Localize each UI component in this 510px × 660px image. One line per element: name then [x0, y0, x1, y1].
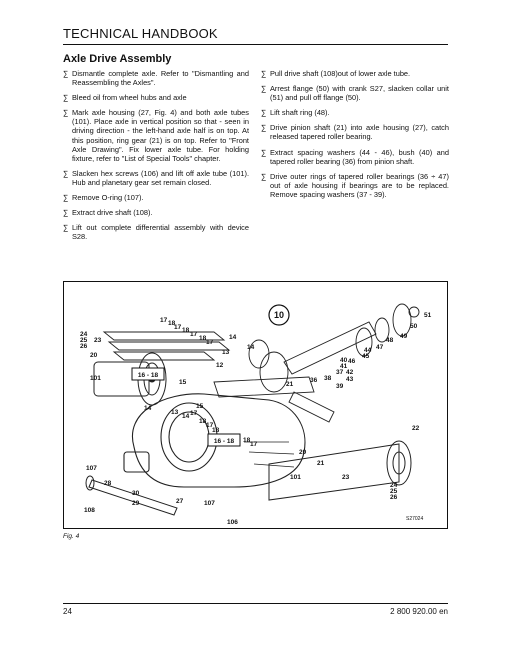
step-item — [261, 148, 449, 166]
callout-label: 23 — [94, 337, 102, 344]
callout-label: 14 — [144, 405, 152, 412]
footer-divider — [63, 603, 448, 604]
callout-label: 38 — [324, 375, 332, 382]
bullet-symbol: ∑ — [261, 123, 267, 133]
callout-label: 30 — [132, 490, 140, 497]
callout-label: 18 — [168, 320, 176, 327]
bullet-symbol: ∑ — [63, 93, 69, 103]
callout-label: 17 — [206, 339, 214, 346]
step-text: Mark axle housing (27, Fig. 4) and both axle tubes (101). Place axle in vertical position so that - seen in driving direction - the left-hand axle half is on top. At this position, ring gear (21) is on top. Refer to "Front Axle Drawing". Fix lower axle tube. For holding fixture, refer to "List of Special Tools" chapter. — [72, 108, 249, 163]
callout-label: 17 — [174, 324, 182, 331]
callout-label: 17 — [190, 410, 198, 417]
section-title: Axle Drive Assembly — [63, 53, 172, 65]
step-text: Drive outer rings of tapered roller bearings (36 ÷ 47) out of axle housing if bearings are to be replaced. Remove spacing washers (37 - 39). — [270, 171, 449, 199]
step-item — [63, 193, 249, 202]
axle-exploded-view — [64, 282, 447, 528]
step-item — [261, 108, 449, 117]
callout-label: 27 — [176, 498, 184, 505]
callout-label: 107 — [86, 465, 97, 472]
callout-label: 50 — [410, 323, 418, 330]
callout-label: 18 — [212, 427, 220, 434]
callout-label: 23 — [342, 474, 350, 481]
callout-label: 101 — [90, 375, 101, 382]
callout-label: 18 — [199, 335, 207, 342]
step-item — [261, 84, 449, 102]
step-text: Lift out complete differential assembly with device S28. — [72, 223, 249, 242]
callout-label: 24 — [80, 331, 88, 338]
step-text: Extract spacing washers (44 - 46), bush (40) and tapered roller bearing (36) from pinion shaft. — [270, 147, 449, 166]
callout-label: 26 — [80, 343, 88, 350]
callout-label: 107 — [204, 500, 215, 507]
callout-label: 45 — [362, 353, 370, 360]
callout-label: 25 — [80, 337, 88, 344]
callout-label: 51 — [424, 312, 432, 319]
callout-label: 101 — [290, 474, 301, 481]
callout-label: 13 — [222, 349, 230, 356]
document-number: 2 800 920.00 en — [390, 607, 448, 616]
bullet-symbol: ∑ — [63, 168, 69, 178]
callout-label: 15 — [196, 403, 204, 410]
callout-label: 24 — [390, 482, 398, 489]
callout-label: 20 — [299, 449, 307, 456]
bullet-symbol: ∑ — [261, 84, 267, 94]
bullet-symbol: ∑ — [261, 171, 267, 181]
callout-label: 49 — [400, 333, 408, 340]
callout-label: 18 — [199, 418, 207, 425]
bullet-symbol: ∑ — [63, 108, 69, 118]
bullet-symbol: ∑ — [63, 69, 69, 78]
bullet-symbol: ∑ — [261, 147, 267, 157]
callout-label: 39 — [336, 383, 344, 390]
callout-label: 14 — [247, 344, 255, 351]
callout-label: 21 — [286, 381, 294, 388]
callout-label: 26 — [390, 494, 398, 501]
bullet-symbol: ∑ — [261, 108, 267, 118]
callout-label: 17 — [206, 422, 214, 429]
callout-label: 36 — [310, 377, 318, 384]
callout-label: 21 — [317, 460, 325, 467]
callout-label: 18 — [182, 327, 190, 334]
callout-label: 48 — [386, 337, 394, 344]
callout-label: 16 - 18 — [213, 438, 235, 445]
callout-label: 25 — [390, 488, 398, 495]
callout-label: 28 — [104, 480, 112, 487]
figure-caption: Fig. 4 — [63, 533, 80, 540]
callout-label: 47 — [376, 344, 384, 351]
callout-label: 29 — [132, 500, 140, 507]
callout-label: 43 — [346, 376, 354, 383]
step-text: Pull drive shaft (108)out of lower axle tube. — [270, 69, 411, 78]
callout-label: 42 — [346, 369, 354, 376]
steps-left-column — [63, 69, 249, 247]
step-text: Extract drive shaft (108). — [72, 208, 153, 218]
callout-label: 14 — [182, 413, 190, 420]
step-item — [63, 69, 249, 87]
callout-label: 16 - 18 — [137, 372, 159, 379]
step-item — [63, 223, 249, 241]
step-item — [63, 169, 249, 187]
page-number: 24 — [63, 607, 72, 616]
callout-label: 20 — [90, 352, 98, 359]
step-item — [261, 172, 449, 199]
bullet-symbol: ∑ — [63, 223, 69, 233]
callout-label: 17 — [160, 317, 168, 324]
steps-right-column — [261, 69, 449, 205]
header-title: TECHNICAL HANDBOOK — [63, 26, 218, 41]
callout-label: 108 — [84, 507, 95, 514]
header-divider — [63, 44, 448, 45]
drawing-code: S27024 — [406, 516, 424, 522]
bullet-symbol: ∑ — [63, 208, 69, 218]
callout-label: 44 — [364, 347, 372, 354]
bullet-symbol: ∑ — [63, 193, 69, 203]
step-text: Remove O-ring (107). — [72, 193, 144, 203]
exploded-diagram-figure — [63, 281, 448, 529]
step-text: Dismantle complete axle. Refer to "Dismantling and Reassembling the Axles". — [72, 69, 249, 88]
callout-label: 17 — [190, 331, 198, 338]
callout-label: 12 — [216, 362, 224, 369]
bullet-symbol: ∑ — [261, 69, 267, 78]
step-item — [63, 93, 249, 102]
circled-label-text: 10 — [273, 310, 285, 320]
callout-label: 13 — [171, 409, 179, 416]
step-item — [63, 108, 249, 163]
step-text: Arrest flange (50) with crank S27, slacken collar unit (51) and pull off flange (50). — [270, 84, 449, 103]
callout-label: 46 — [348, 358, 356, 365]
callout-label: 41 — [340, 363, 348, 370]
step-item — [63, 208, 249, 217]
callout-label: 106 — [227, 519, 238, 526]
callout-label: 40 — [340, 357, 348, 364]
step-text: Bleed oil from wheel hubs and axle — [72, 93, 187, 103]
callout-label: 22 — [412, 425, 420, 432]
step-item — [261, 123, 449, 141]
callout-label: 14 — [229, 334, 237, 341]
step-text: Lift shaft ring (48). — [270, 108, 330, 118]
callout-label: 18 — [243, 437, 251, 444]
callout-label: 15 — [179, 379, 187, 386]
step-item — [261, 69, 449, 78]
callout-label: 17 — [250, 441, 258, 448]
step-text: Slacken hex screws (106) and lift off axle tube (101). Hub and planetary gear set remain closed. — [72, 168, 249, 187]
callout-label: 37 — [336, 369, 344, 376]
step-text: Drive pinion shaft (21) into axle housing (27), catch released tapered roller bearing. — [270, 123, 449, 142]
